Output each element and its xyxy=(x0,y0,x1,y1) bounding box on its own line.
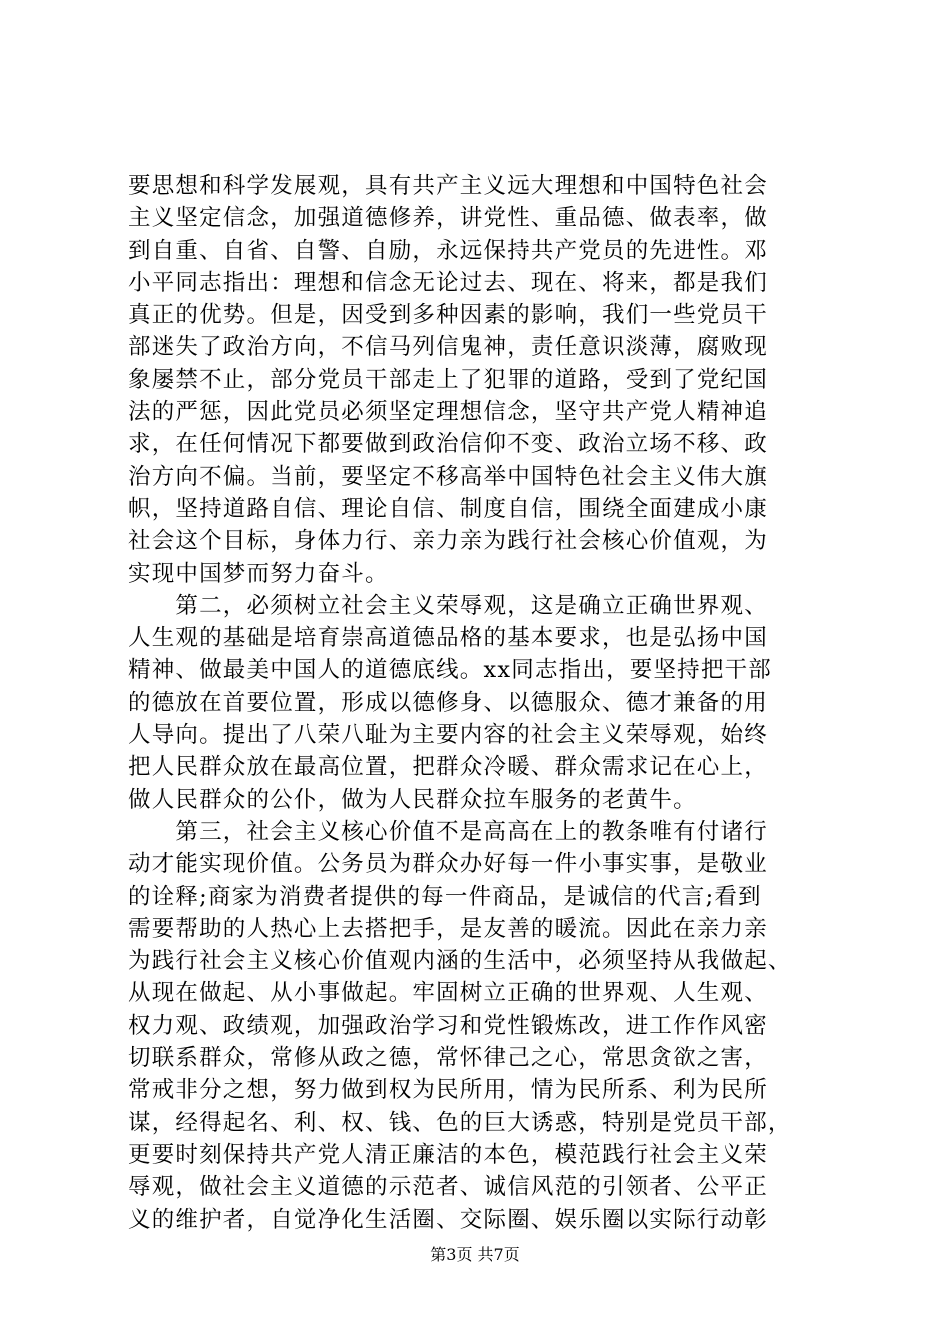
text-line: 精神、做最美中国人的道德底线。xx同志指出，要坚持把干部 xyxy=(128,657,772,684)
text-line: 第三，社会主义核心价值不是高高在上的教条唯有付诸行 xyxy=(128,818,768,845)
text-line: 部迷失了政治方向，不信马列信鬼神，责任意识淡薄，腐败现 xyxy=(128,334,768,361)
text-line: 治方向不偏。当前，要坚定不移高举中国特色社会主义伟大旗 xyxy=(128,463,768,490)
text-line: 的诠释;商家为消费者提供的每一件商品，是诚信的代言;看到 xyxy=(128,883,762,910)
text-line: 的德放在首要位置，形成以德修身、以德服众、德才兼备的用 xyxy=(128,689,768,716)
text-line: 实现中国梦而努力奋斗。 xyxy=(128,560,389,587)
text-line: 求，在任何情况下都要做到政治信仰不变、政治立场不移、政 xyxy=(128,431,768,458)
text-line: 从现在做起、从小事做起。牢固树立正确的世界观、人生观、 xyxy=(128,980,768,1007)
text-line: 做人民群众的公仆，做为人民群众拉车服务的老黄牛。 xyxy=(128,786,697,813)
text-line: 社会这个目标，身体力行、亲力亲为践行社会核心价值观，为 xyxy=(128,528,768,555)
text-line: 第二，必须树立社会主义荣辱观，这是确立正确世界观、 xyxy=(128,592,768,619)
text-line: 动才能实现价值。公务员为群众办好每一件小事实事，是敬业 xyxy=(128,851,768,878)
text-line: 切联系群众，常修从政之德，常怀律己之心，常思贪欲之害， xyxy=(128,1045,768,1072)
text-line: 小平同志指出：理想和信念无论过去、现在、将来，都是我们 xyxy=(128,269,768,296)
text-line: 帜，坚持道路自信、理论自信、制度自信，围绕全面建成小康 xyxy=(128,495,768,522)
text-line: 为践行社会主义核心价值观内涵的生活中，必须坚持从我做起、 xyxy=(128,948,792,975)
text-line: 需要帮助的人热心上去搭把手，是友善的暖流。因此在亲力亲 xyxy=(128,915,768,942)
text-line: 法的严惩，因此党员必须坚定理想信念，坚守共产党人精神追 xyxy=(128,399,768,426)
text-line: 主义坚定信念，加强道德修养，讲党性、重品德、做表率，做 xyxy=(128,205,768,232)
text-line: 谋，经得起名、利、权、钱、色的巨大诱惑，特别是党员干部， xyxy=(128,1109,792,1136)
text-line: 要思想和科学发展观，具有共产主义远大理想和中国特色社会 xyxy=(128,173,768,199)
page-footer: 第3页 共7页 xyxy=(430,1245,520,1264)
text-line: 人生观的基础是培育崇高道德品格的基本要求，也是弘扬中国 xyxy=(128,625,768,652)
text-line: 义的维护者，自觉净化生活圈、交际圈、娱乐圈以实际行动彰 xyxy=(128,1206,768,1233)
text-line: 常戒非分之想，努力做到权为民所用，情为民所系、利为民所 xyxy=(128,1077,768,1104)
text-line: 到自重、自省、自警、自励，永远保持共产党员的先进性。邓 xyxy=(128,237,768,264)
text-line: 辱观，做社会主义道德的示范者、诚信风范的引领者、公平正 xyxy=(128,1174,768,1201)
text-line: 把人民群众放在最高位置，把群众冷暖、群众需求记在心上， xyxy=(128,754,768,781)
text-line: 象屡禁不止，部分党员干部走上了犯罪的道路，受到了党纪国 xyxy=(128,366,768,393)
body-text xyxy=(128,170,828,1236)
text-line: 真正的优势。但是，因受到多种因素的影响，我们一些党员干 xyxy=(128,302,768,329)
text-line: 更要时刻保持共产党人清正廉洁的本色，模范践行社会主义荣 xyxy=(128,1141,768,1168)
text-line: 人导向。提出了八荣八耻为主要内容的社会主义荣辱观，始终 xyxy=(128,722,768,749)
text-line: 权力观、政绩观，加强政治学习和党性锻炼改，进工作作风密 xyxy=(128,1012,768,1039)
